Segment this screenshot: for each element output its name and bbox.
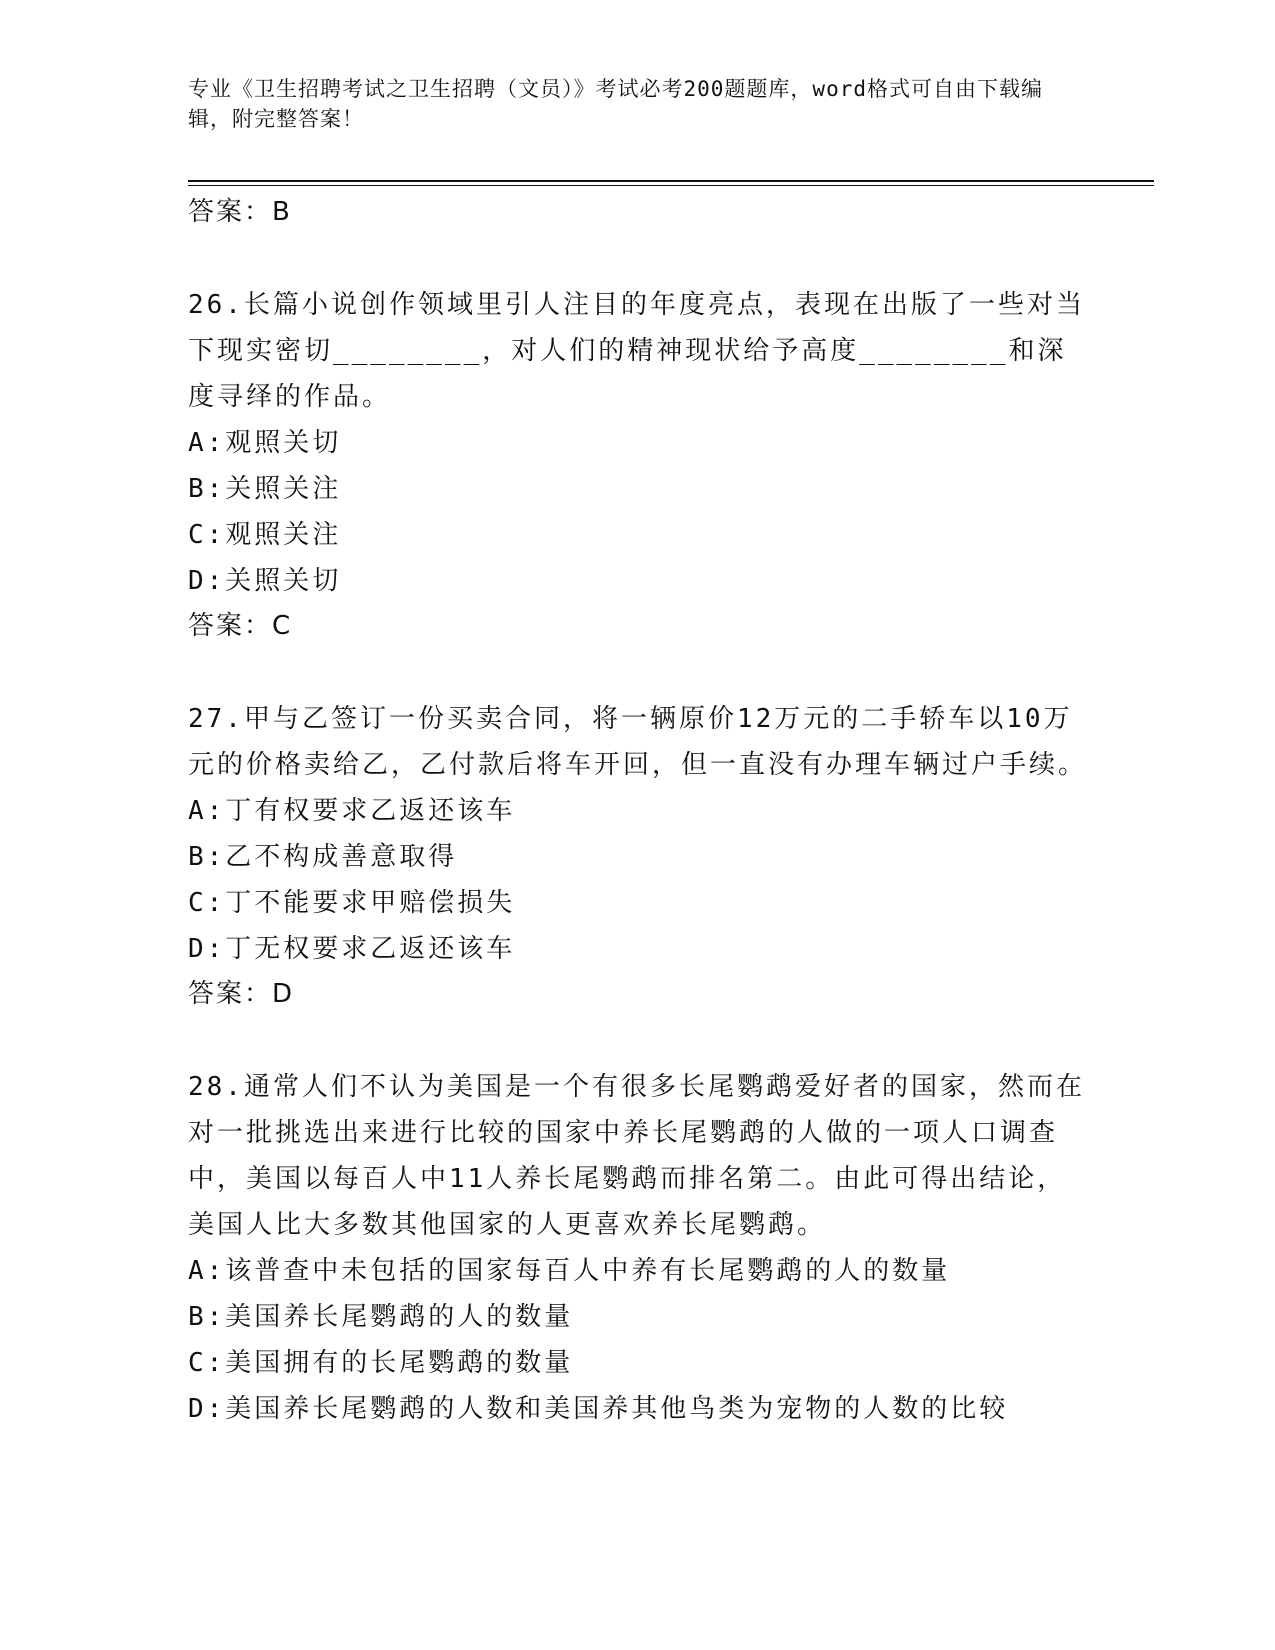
option-a: A:该普查中未包括的国家每百人中养有长尾鹦鹉的人的数量 (188, 1256, 951, 1286)
document-header: 专业《卫生招聘考试之卫生招聘（文员）》考试必考200题题库，word格式可自由下载编辑，附完整答案！ (188, 77, 1043, 131)
question-26 (188, 282, 1088, 648)
option-c: C:美国拥有的长尾鹦鹉的数量 (188, 1348, 574, 1378)
question-list (188, 190, 1088, 1432)
question-text: 27.甲与乙签订一份买卖合同，将一辆原价12万元的二手轿车以10万元的价格卖给乙，乙付款后将车开回，但一直没有办理车辆过户手续。 (188, 704, 1088, 780)
option-b: B:关照关注 (188, 474, 342, 504)
question-text: 28.通常人们不认为美国是一个有很多长尾鹦鹉爱好者的国家，然而在对一批挑选出来进行比较的国家中养长尾鹦鹉的人做的一项人口调查中，美国以每百人中11人养长尾鹦鹉而排名第二。由此可得出结论，美国人比大多数其他国家的人更喜欢养长尾鹦鹉。 (188, 1072, 1085, 1240)
answer: 答案：C (188, 611, 293, 641)
option-a: A:丁有权要求乙返还该车 (188, 796, 516, 826)
header-divider-thick (188, 180, 1154, 182)
option-a: A:观照关切 (188, 428, 342, 458)
option-b: B:乙不构成善意取得 (188, 842, 458, 872)
previous-answer: 答案：B (188, 197, 292, 227)
option-d: D:关照关切 (188, 566, 342, 596)
option-c: C:观照关注 (188, 520, 342, 550)
header-divider-thin (188, 185, 1154, 186)
question-28 (188, 1064, 1088, 1432)
option-c: C:丁不能要求甲赔偿损失 (188, 888, 516, 918)
option-d: D:美国养长尾鹦鹉的人数和美国养其他鸟类为宠物的人数的比较 (188, 1394, 1009, 1424)
question-27 (188, 696, 1088, 1016)
option-d: D:丁无权要求乙返还该车 (188, 934, 516, 964)
option-b: B:美国养长尾鹦鹉的人的数量 (188, 1302, 574, 1332)
question-text: 26.长篇小说创作领域里引人注目的年度亮点，表现在出版了一些对当下现实密切________，对人们的精神现状给予高度________和深度寻绎的作品。 (188, 290, 1085, 412)
answer: 答案：D (188, 979, 295, 1009)
